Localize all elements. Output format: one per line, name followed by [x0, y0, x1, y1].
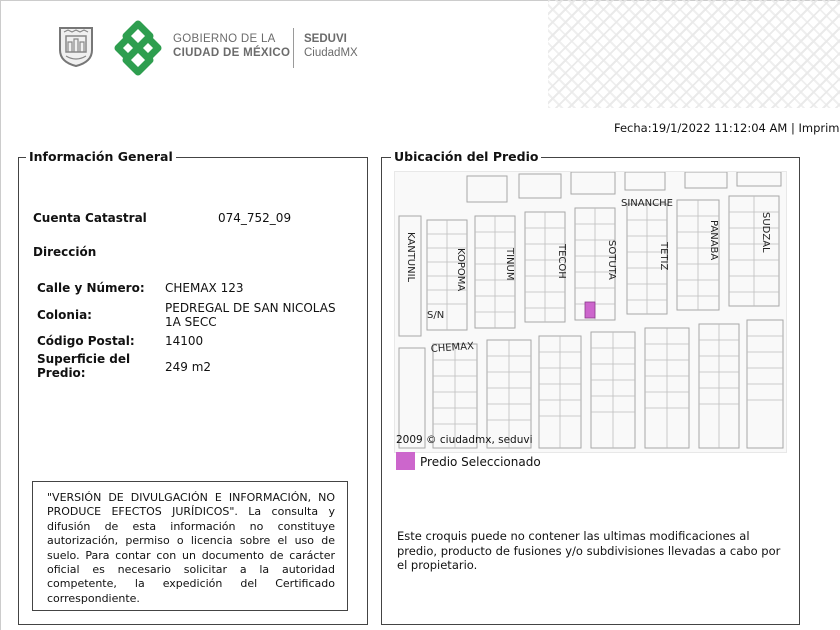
legend-label: Predio Seleccionado [420, 455, 541, 469]
agency-line-2: CiudadMX [304, 47, 358, 59]
government-line-2: CIUDAD DE MÉXICO [173, 47, 291, 59]
map-copyright: 2009 © ciudadmx, seduvi [396, 434, 533, 446]
direccion-label: Dirección [33, 245, 97, 259]
calle-label: Calle y Número: [37, 281, 145, 295]
cdmx-shield-icon [54, 24, 98, 68]
street-kantunil: KANTUNIL [405, 232, 416, 283]
cuenta-catastral-value: 074_752_09 [218, 211, 292, 225]
legend-swatch [396, 452, 415, 470]
map-disclaimer: Este croquis puede no contener las ultimas modificaciones al predio, producto de fusiones y/o subdivisiones llevadas a cabo por el propietario. [397, 529, 781, 572]
info-panel-title: Información General [26, 149, 176, 164]
street-chemax: CHEMAX [430, 341, 475, 355]
location-panel-title: Ubicación del Predio [391, 149, 541, 164]
agency-line-1: SEDUVI [304, 33, 347, 45]
map-svg [395, 172, 786, 452]
street-tecoh: TECOH [556, 244, 567, 279]
street-tinum: TINUM [504, 248, 515, 281]
cdmx-logo-icon [112, 18, 164, 76]
location-panel [381, 149, 800, 625]
location-map[interactable] [394, 171, 787, 453]
street-sinanche: SINANCHE [621, 198, 673, 209]
header-separator [293, 28, 294, 68]
calle-value: CHEMAX 123 [165, 281, 244, 295]
legal-notice: "VERSIÓN DE DIVULGACIÓN E INFORMACIÓN, NO PRODUCE EFECTOS JURÍDICOS". La consulta y difusión de esta información no constituye autorización, permiso o licencia sobre el uso de suelo. Para contar con un documento de carácter oficial es necesario solicitar a la autoridad competente, la expedición del Certificado correspondiente. [32, 481, 348, 611]
print-date: Fecha:19/1/2022 11:12:04 AM | Imprim [614, 121, 840, 135]
codigo-postal-value: 14100 [165, 334, 204, 348]
colonia-value-line-1: PEDREGAL DE SAN NICOLAS [165, 301, 336, 315]
info-panel [18, 149, 368, 625]
colonia-value-line-2: 1A SECC [165, 315, 217, 329]
header [0, 0, 840, 115]
street-sn: S/N [427, 310, 445, 321]
agency-name [304, 32, 358, 60]
street-sotuta: SOTUTA [606, 240, 617, 280]
government-name [173, 32, 290, 60]
street-panaba: PANABA [708, 220, 719, 261]
colonia-label: Colonia: [37, 308, 92, 322]
superficie-value: 249 m2 [165, 360, 212, 374]
superficie-label-line-2: Predio: [37, 366, 86, 380]
street-kopoma: KOPOMA [455, 248, 466, 292]
street-sudzal: SUDZAL [760, 212, 771, 253]
street-tetiz: TETIZ [658, 242, 669, 271]
header-pattern [548, 0, 840, 108]
codigo-postal-label: Código Postal: [37, 334, 135, 348]
selected-lot[interactable] [585, 302, 595, 318]
government-line-1: GOBIERNO DE LA [173, 33, 276, 45]
superficie-label-line-1: Superficie del [37, 352, 131, 366]
cuenta-catastral-label: Cuenta Catastral [33, 211, 147, 225]
